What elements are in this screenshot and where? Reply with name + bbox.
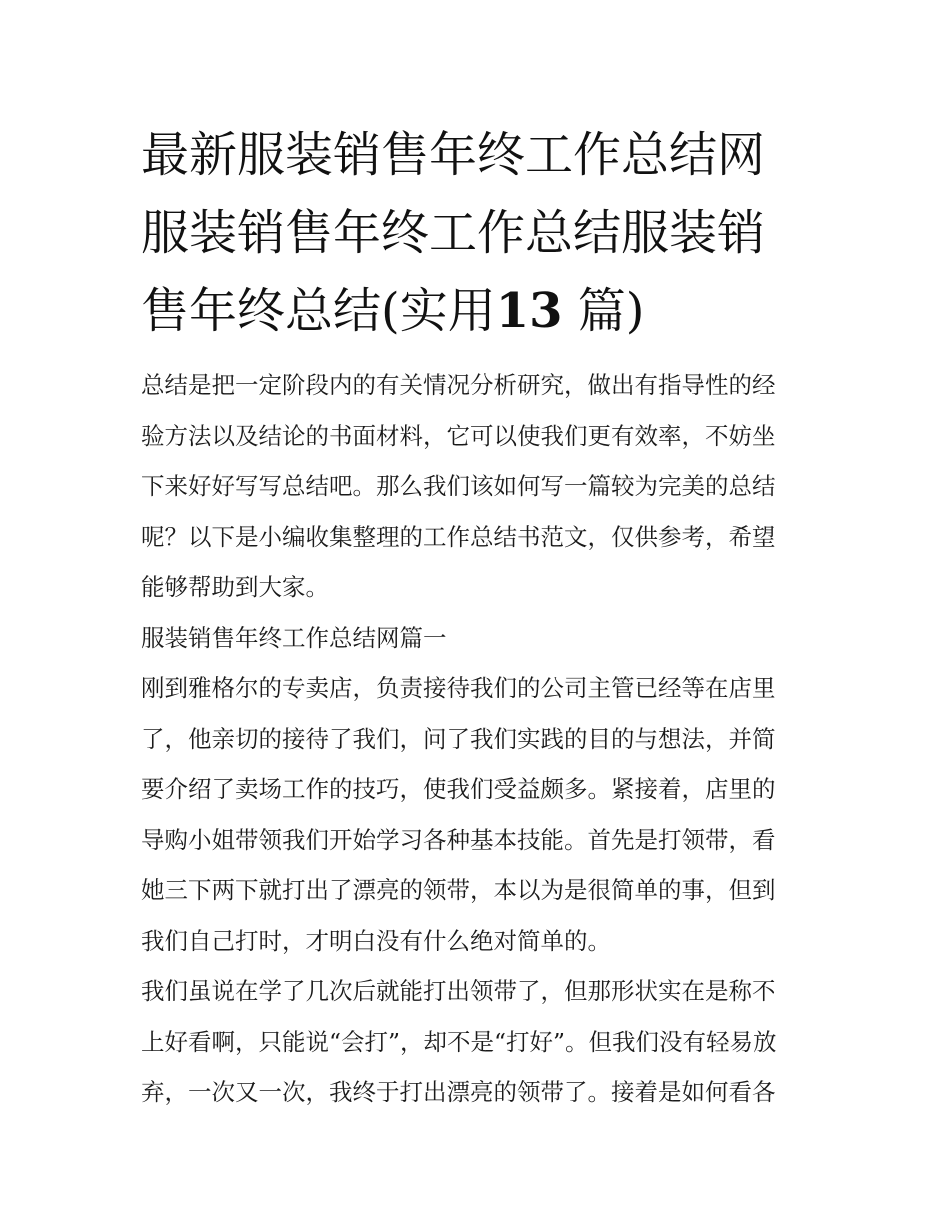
- title-line-2: 服装销售年终工作总结服装销: [141, 205, 766, 261]
- para2-line-1: 我们虽说在学了几次后就能打出领带了，但那形状实在是称不: [141, 977, 776, 1005]
- intro-paragraph: [141, 360, 813, 613]
- intro-line-5: 能够帮助到大家。: [141, 573, 329, 601]
- para2-line-3: 弃，一次又一次，我终于打出漂亮的领带了。接着是如何看各: [141, 1078, 776, 1106]
- title-line-3-suffix: 篇): [562, 283, 645, 339]
- para1-line-4: 导购小姐带领我们开始学习各种基本技能。首先是打领带，看: [141, 825, 776, 854]
- title-line-3-number: 13: [495, 283, 563, 339]
- document-content: [141, 116, 813, 1118]
- para1-line-2: 了，他亲切的接待了我们，问了我们实践的目的与想法，并简: [141, 724, 776, 753]
- title-line-3: [141, 272, 813, 350]
- para2-line-2: 上好看啊，只能说“会打”，却不是“打好”。但我们没有轻易放: [141, 1027, 777, 1056]
- para1-line-5: 她三下两下就打出了漂亮的领带，本以为是很简单的事，但到: [141, 876, 776, 904]
- para1-line-6: 我们自己打时，才明白没有什么绝对简单的。: [141, 926, 611, 955]
- title-line-3-text: 售年终总结(实用: [141, 283, 496, 339]
- body-paragraph-1: [141, 663, 813, 966]
- body-paragraph-2: [141, 966, 813, 1118]
- document-title: [141, 116, 813, 350]
- section-heading: 服装销售年终工作总结网篇一: [141, 623, 447, 652]
- intro-line-2: 验方法以及结论的书面材料，它可以使我们更有效率，不妨坐: [141, 421, 776, 450]
- intro-line-3: 下来好好写写总结吧。那么我们该如何写一篇较为完美的总结: [141, 472, 776, 500]
- para1-line-3: 要介绍了卖场工作的技巧，使我们受益颇多。紧接着，店里的: [141, 775, 776, 803]
- intro-line-4: 呢？以下是小编收集整理的工作总结书范文，仅供参考，希望: [141, 522, 776, 551]
- intro-line-1: 总结是把一定阶段内的有关情况分析研究，做出有指导性的经: [141, 371, 776, 399]
- para1-line-1: 刚到雅格尔的专卖店，负责接待我们的公司主管已经等在店里: [141, 674, 776, 702]
- title-line-1: 最新服装销售年终工作总结网: [141, 127, 766, 183]
